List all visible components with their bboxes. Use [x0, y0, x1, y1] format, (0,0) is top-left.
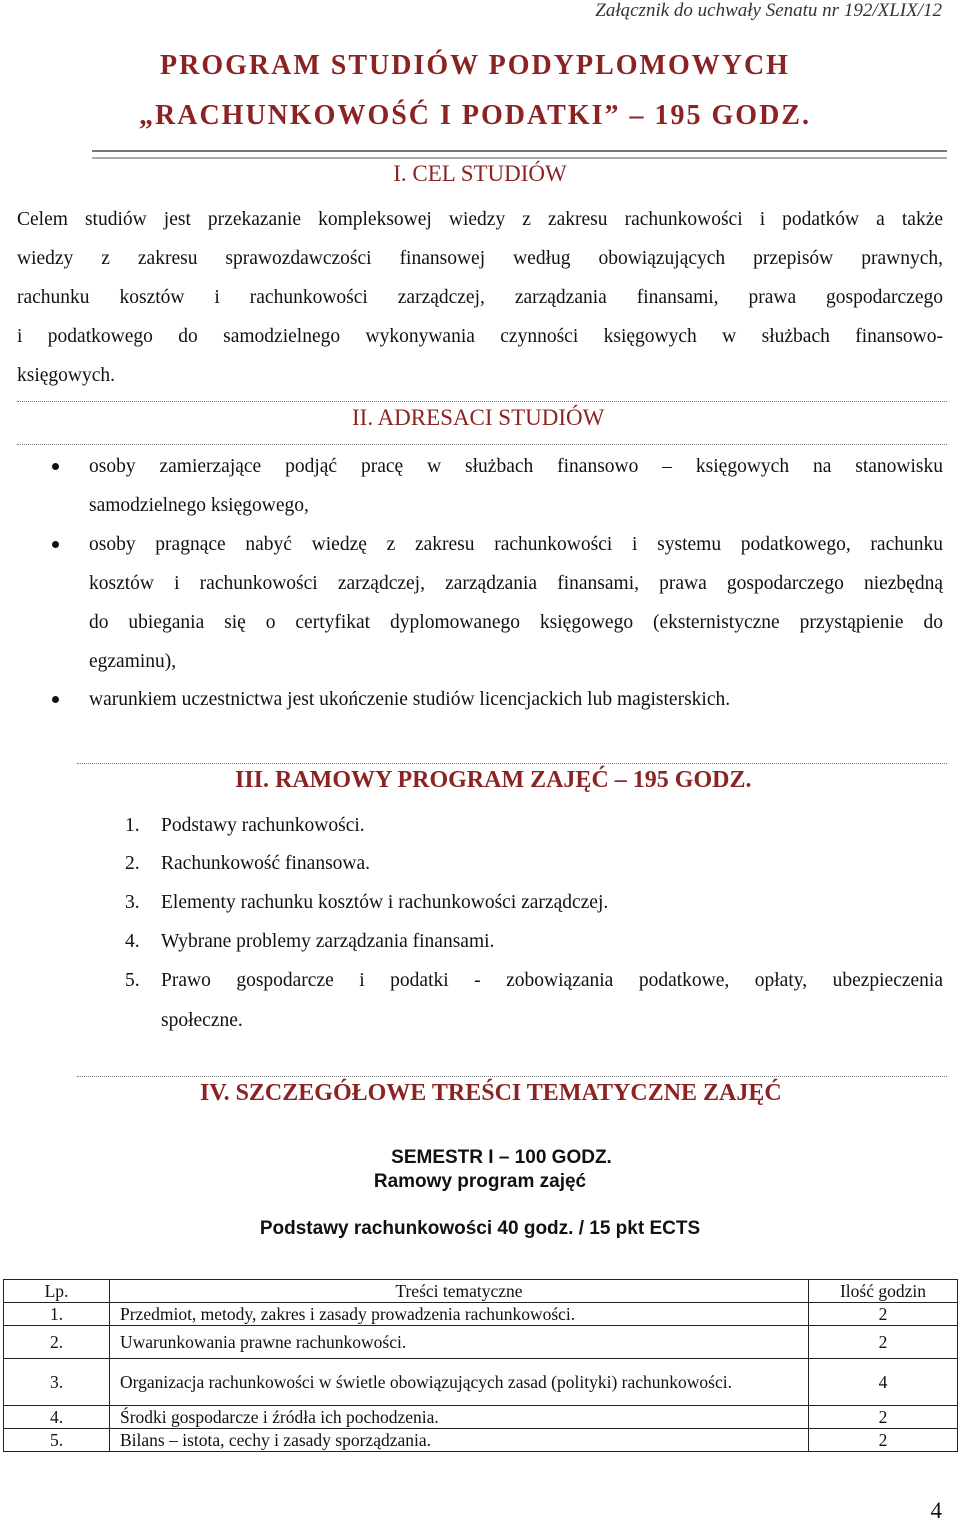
section-heading-framework: III. RAMOWY PROGRAM ZAJĘĆ – 195 GODZ. — [235, 767, 752, 793]
subject-heading: Podstawy rachunkowości 40 godz. / 15 pkt ECTS — [259, 1218, 701, 1239]
document-title: PROGRAM STUDIÓW PODYPLOMOWYCH — [160, 50, 790, 81]
row-hours: 2 — [809, 1429, 958, 1452]
column-header-hours: Ilość godzin — [809, 1280, 958, 1303]
goal-line: księgowych. — [17, 365, 116, 386]
row-number: 1. — [4, 1303, 110, 1326]
bullet-icon — [52, 696, 59, 703]
table-row — [4, 1406, 958, 1429]
bullet-icon — [52, 463, 59, 470]
row-number: 2. — [4, 1326, 110, 1359]
goal-line: Celem studiów jest przekazanie kompleksowej wiedzy z zakresu rachunkowości i podatków a także — [17, 209, 943, 230]
audience-line: egzaminu), — [89, 651, 177, 672]
goal-line: i podatkowego do samodzielnego wykonywania czynności księgowych w służbach finansowo- — [17, 326, 943, 347]
row-hours: 4 — [809, 1359, 958, 1406]
section-divider — [17, 444, 947, 445]
program-item: Wybrane problemy zarządzania finansami. — [161, 931, 495, 952]
program-item-number: 1. — [125, 815, 140, 836]
section-divider — [77, 1076, 947, 1077]
program-item: Prawo gospodarcze i podatki - zobowiązania podatkowe, opłaty, ubezpieczenia — [161, 970, 943, 991]
page-number: 4 — [930, 1498, 942, 1523]
semester-heading: SEMESTR I – 100 GODZ. — [391, 1147, 612, 1168]
program-item-number: 2. — [125, 853, 140, 874]
table-row — [4, 1326, 958, 1359]
goal-line: rachunku kosztów i rachunkowości zarządczej, zarządzania finansami, prawa gospodarczego — [17, 287, 943, 308]
section-heading-audience: II. ADRESACI STUDIÓW — [352, 405, 605, 430]
row-hours: 2 — [809, 1406, 958, 1429]
bullet-icon — [52, 541, 59, 548]
table-row — [4, 1359, 958, 1406]
row-hours: 2 — [809, 1303, 958, 1326]
audience-item — [89, 525, 943, 681]
audience-item — [89, 680, 943, 719]
title-divider — [92, 150, 947, 159]
program-item-number: 5. — [125, 970, 140, 991]
framework-heading: Ramowy program zajęć — [373, 1171, 587, 1192]
table-row — [4, 1429, 958, 1452]
audience-line: kosztów i rachunkowości zarządczej, zarządzania finansami, prawa gospodarczego niezbędną — [89, 573, 943, 594]
program-item-number: 3. — [125, 892, 140, 913]
row-number: 5. — [4, 1429, 110, 1452]
program-item: Podstawy rachunkowości. — [161, 815, 365, 836]
audience-line: osoby pragnące nabyć wiedzę z zakresu rachunkowości i systemu podatkowego, rachunku — [89, 534, 943, 555]
row-topic: Uwarunkowania prawne rachunkowości. — [110, 1326, 809, 1359]
annex-note: Załącznik do uchwały Senatu nr 192/XLIX/12 — [595, 0, 942, 21]
section-heading-goal: I. CEL STUDIÓW — [393, 161, 567, 186]
row-hours: 2 — [809, 1326, 958, 1359]
topics-table — [3, 1279, 958, 1452]
table-row — [4, 1303, 958, 1326]
program-item-number: 4. — [125, 931, 140, 952]
audience-line: do ubiegania się o certyfikat dyplomowanego księgowego (eksternistyczne przystąpienie do — [89, 612, 943, 633]
section-heading-details: IV. SZCZEGÓŁOWE TREŚCI TEMATYCZNE ZAJĘĆ — [200, 1080, 782, 1106]
row-number: 4. — [4, 1406, 110, 1429]
table-header-row — [4, 1280, 958, 1303]
section-divider — [17, 401, 947, 402]
section-divider — [77, 763, 947, 764]
program-item-continuation: społeczne. — [161, 1010, 243, 1031]
row-number: 3. — [4, 1359, 110, 1406]
audience-item — [89, 447, 943, 525]
row-topic: Organizacja rachunkowości w świetle obowiązujących zasad (polityki) rachunkowości. — [110, 1359, 809, 1406]
document-subtitle: „RACHUNKOWOŚĆ I PODATKI” – 195 GODZ. — [139, 100, 811, 131]
audience-line: samodzielnego księgowego, — [89, 495, 309, 516]
goal-paragraph — [17, 200, 943, 395]
program-item: Rachunkowość finansowa. — [161, 853, 371, 874]
audience-line: warunkiem uczestnictwa jest ukończenie studiów licencjackich lub magisterskich. — [89, 689, 731, 710]
goal-line: wiedzy z zakresu sprawozdawczości finansowej według obowiązujących przepisów prawnych, — [17, 248, 943, 269]
column-header-lp: Lp. — [4, 1280, 110, 1303]
row-topic: Bilans – istota, cechy i zasady sporządzania. — [110, 1429, 809, 1452]
row-topic: Środki gospodarcze i źródła ich pochodzenia. — [110, 1406, 809, 1429]
row-topic: Przedmiot, metody, zakres i zasady prowadzenia rachunkowości. — [110, 1303, 809, 1326]
program-item: Elementy rachunku kosztów i rachunkowości zarządczej. — [161, 892, 609, 913]
audience-line: osoby zamierzające podjąć pracę w służbach finansowo – księgowych na stanowisku — [89, 456, 943, 477]
column-header-topics: Treści tematyczne — [110, 1280, 809, 1303]
